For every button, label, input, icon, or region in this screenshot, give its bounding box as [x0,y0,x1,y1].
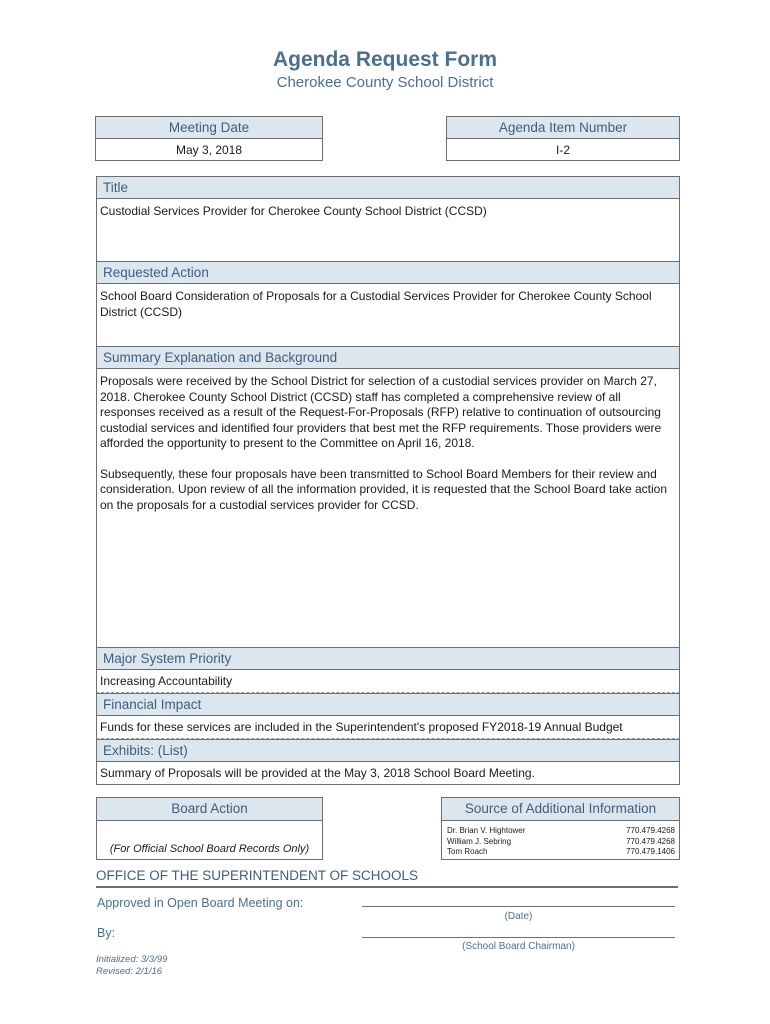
board-action-note: (For Official School Board Records Only) [109,843,310,855]
summary-body [96,369,680,648]
requested-action-body [96,284,680,346]
by-label: By: [97,926,116,940]
initialized-date: Initialized: 3/3/99 [96,954,168,965]
board-action-box [96,797,323,860]
source-info-box [441,797,680,860]
financial-body [96,716,680,739]
priority-header: Major System Priority [96,647,680,670]
contact-phone: 770.479.4268 [626,826,675,835]
exhibits-text[interactable]: Summary of Proposals will be provided at the May 3, 2018 School Board Meeting. [100,766,535,780]
office-heading: OFFICE OF THE SUPERINTENDENT OF SCHOOLS [96,868,419,883]
agenda-item-value[interactable]: I-2 [555,143,570,157]
exhibits-body [96,762,680,785]
contact-name: William J. Sebring [447,836,512,846]
contact-list [442,821,679,858]
summary-header: Summary Explanation and Background [96,346,680,369]
contact-row [447,847,675,858]
title-section-body [96,199,680,261]
contact-row [447,826,675,837]
approved-label: Approved in Open Board Meeting on: [97,896,304,910]
date-signature-line[interactable] [362,906,675,907]
financial-text[interactable]: Funds for these services are included in the Superintendent's proposed FY2018-19 Annual Budget [100,720,623,734]
requested-action-header: Requested Action [96,261,680,284]
revised-date: Revised: 2/1/16 [96,966,163,977]
priority-text[interactable]: Increasing Accountability [100,674,233,688]
priority-body [96,670,680,693]
form-title: Agenda Request Form [272,48,498,71]
district-name: Cherokee County School District [276,74,494,91]
chairman-caption: (School Board Chairman) [462,941,575,952]
title-text[interactable]: Custodial Services Provider for Cherokee County School District (CCSD) [100,204,487,218]
office-divider [96,886,678,888]
exhibits-header: Exhibits: (List) [96,739,680,762]
requested-action-text[interactable]: School Board Consideration of Proposals for a Custodial Services Provider for Cherokee County School District (CCSD) [100,289,652,319]
agenda-item-box [446,116,680,161]
board-action-label: Board Action [97,798,322,821]
meeting-date-value[interactable]: May 3, 2018 [175,143,243,157]
chairman-signature-line[interactable] [362,937,675,938]
contact-name: Tom Roach [447,847,488,856]
agenda-item-label: Agenda Item Number [447,117,679,139]
title-section-header: Title [96,176,680,199]
financial-header: Financial Impact [96,693,680,716]
meeting-date-box [95,116,323,161]
summary-paragraph-1[interactable]: Proposals were received by the School District for selection of a custodial services provider on March 27, 2018. Cherokee County School District (CCSD) staff has completed a comprehensive review of all responses received as a result of the Request-For-Proposals (RFP) relative to continuation of outsourcing custodial services and identified four providers that best met the RFP requirements. Those providers were afforded the opportunity to present to the Committee on April 16, 2018. [100,374,662,450]
meeting-date-label: Meeting Date [96,117,322,139]
date-caption: (Date) [504,911,533,922]
contact-name: Dr. Brian V. Hightower [447,826,526,835]
contact-row [447,837,675,848]
contact-phone: 770.479.4268 [626,836,675,846]
summary-paragraph-2[interactable]: Subsequently, these four proposals have been transmitted to School Board Members for their review and consideration. Upon review of all the information provided, it is requested that the School Board take action on the proposals for a custodial services provider for CCSD. [100,466,667,512]
contact-phone: 770.479.1406 [626,847,675,856]
source-info-label: Source of Additional Information [442,798,679,821]
